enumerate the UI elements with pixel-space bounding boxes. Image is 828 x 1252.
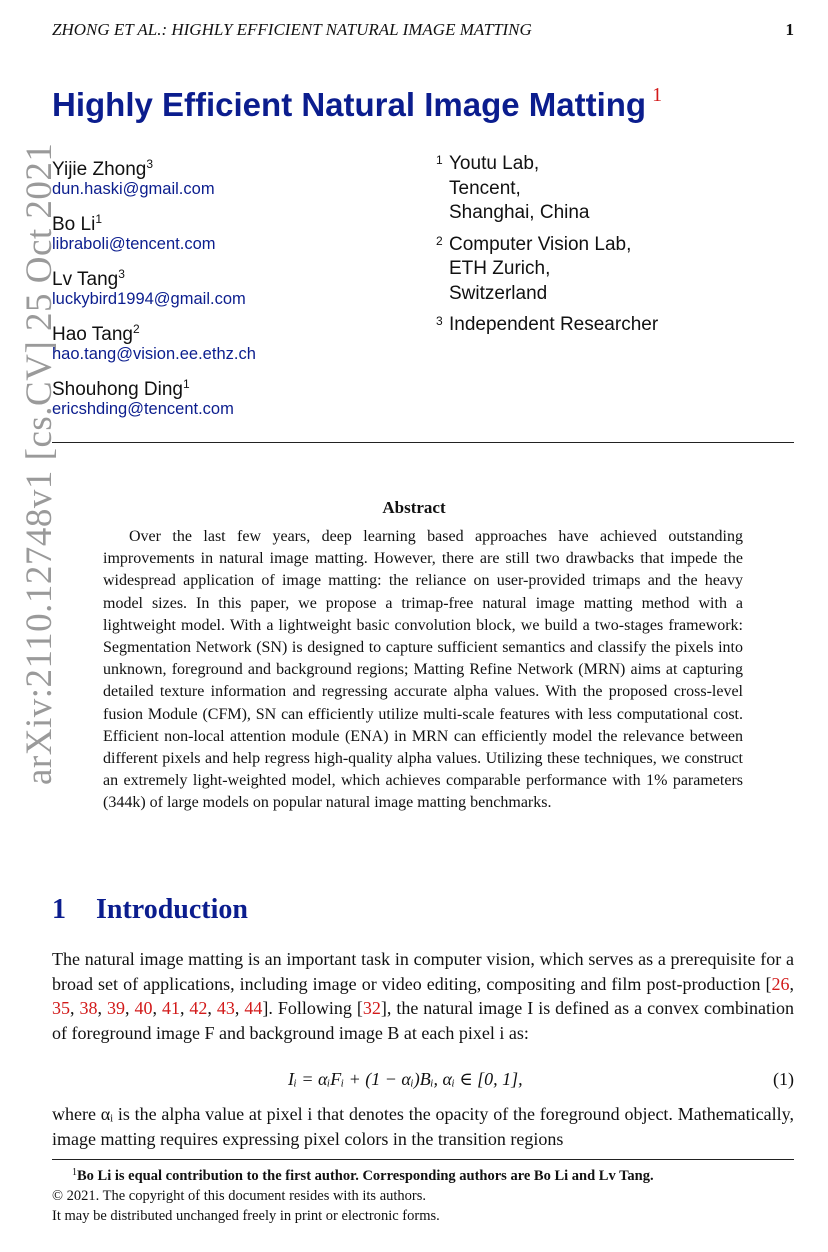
author-name: Yijie Zhong$^3$ xyxy=(52,157,154,180)
author-name: Shouhong Ding$^1$ xyxy=(52,377,190,400)
arxiv-stamp: arXiv:2110.12748v1 [cs.CV] 25 Oct 2021 xyxy=(19,142,60,785)
author-email[interactable]: libraboli@tencent.com xyxy=(52,235,216,253)
citation-link[interactable]: 32 xyxy=(362,998,381,1018)
running-header xyxy=(52,20,794,42)
affiliation: 1 Youtu Lab, Tencent, Shanghai, China xyxy=(436,152,776,226)
section-heading xyxy=(52,894,248,926)
footnote-text: $^1$Bo Li is equal contribution to the first author. Corresponding authors are Bo Li and Lv Tang. xyxy=(72,1167,654,1184)
copyright-notice: © 2021. The copyright of this document resides with its authors. xyxy=(52,1188,427,1204)
author-email[interactable]: luckybird1994@gmail.com xyxy=(52,290,246,308)
section-number: 1 xyxy=(52,894,66,925)
citation-link[interactable]: 40 xyxy=(134,998,153,1018)
footnote-block xyxy=(52,1163,812,1226)
page-number: 1 xyxy=(785,20,794,39)
body-paragraph: where αᵢ is the alpha value at pixel i that denotes the opacity of the foreground object. Mathematically, image matting requires expressing pixel colors in the transition regions xyxy=(52,1104,794,1149)
affiliation-mark: 3 xyxy=(436,314,443,328)
equation-body: Iᵢ = αᵢFᵢ + (1 − αᵢ)Bᵢ, αᵢ ∈ [0, 1], xyxy=(288,1069,523,1089)
abstract-text: Over the last few years, deep learning based approaches have achieved outstanding improvements in natural image matting. However, there are still two drawbacks that impede the widespread application of image matting: the reliance on user-provided trimaps and the heavy model sizes. In this paper, we propose a trimap-free natural image matting method with a lightweight model. With a lightweight basic convolution block, we build a two-stages framework: Segmentation Network (SN) is designed to capture sufficient semantics and classify the pixels into unknown, foreground and background regions; Matting Refine Network (MRN) aims at capturing detailed texture information and regressing accurate alpha values. With the proposed cross-level fusion Module (CFM), SN can efficiently utilize multi-scale features with less computational cost. Efficient non-local attention module (ENA) in MRN can efficiently model the relevance between different pixels and help regress high-quality alpha values. Utilizing these techniques, we construct an extremely light-weighted model, which achieves comparable performance with 1% parameters (344k) of large models on popular natural image matting benchmarks. xyxy=(103,528,743,812)
citation-link[interactable]: 44 xyxy=(244,998,263,1018)
header-divider xyxy=(52,442,794,443)
citation-link[interactable]: 38 xyxy=(79,998,98,1018)
citation-link[interactable]: 41 xyxy=(161,998,180,1018)
equation-number: (1) xyxy=(773,1069,794,1089)
equation-1 xyxy=(0,1069,828,1095)
author-email[interactable]: ericshding@tencent.com xyxy=(52,400,234,418)
author-list xyxy=(52,152,412,427)
abstract-heading: Abstract xyxy=(382,498,446,517)
distribution-notice: It may be distributed unchanged freely in print or electronic forms. xyxy=(52,1208,440,1224)
author xyxy=(52,317,412,372)
footnote-divider xyxy=(52,1159,794,1160)
title-footnote-mark: 1 xyxy=(652,84,663,106)
affiliation-list xyxy=(436,152,776,345)
affiliation: 3 Independent Researcher xyxy=(436,313,776,338)
affiliation-mark: 1 xyxy=(436,153,443,167)
running-title: ZHONG ET AL.: HIGHLY EFFICIENT NATURAL IMAGE MATTING xyxy=(52,20,532,39)
citation-link[interactable]: 43 xyxy=(216,998,235,1018)
author-name: Hao Tang$^2$ xyxy=(52,322,140,345)
citation-link[interactable]: 26 xyxy=(771,973,790,994)
citation-link[interactable]: 42 xyxy=(189,998,208,1018)
paper-title-text: Highly Efficient Natural Image Matting xyxy=(52,86,647,123)
author xyxy=(52,262,412,317)
author xyxy=(52,207,412,262)
intro-paragraph: The natural image matting is an important task in computer vision, which serves as a prerequisite for a broad set of applications, including image or video editing, compositing and film post-production [26, 35, 38, 39, 40, 41, 42, 43, 44]. Following [32], the natural image I is defined as a convex combination of foreground image F and background image B at each pixel i as: xyxy=(52,949,795,1043)
citation-link[interactable]: 39 xyxy=(106,998,125,1018)
author-name: Lv Tang$^3$ xyxy=(52,267,125,290)
author-email[interactable]: hao.tang@vision.ee.ethz.ch xyxy=(52,345,256,363)
author xyxy=(52,152,412,207)
author-email[interactable]: dun.haski@gmail.com xyxy=(52,180,215,198)
affiliation-mark: 2 xyxy=(436,233,443,248)
affiliation: 2 Computer Vision Lab, ETH Zurich, Switzerland xyxy=(436,233,776,307)
author xyxy=(52,372,412,427)
author-name: Bo Li$^1$ xyxy=(52,212,102,235)
paper-title xyxy=(52,84,662,124)
citation-link[interactable]: 35 xyxy=(52,998,70,1018)
section-title: Introduction xyxy=(96,894,248,925)
